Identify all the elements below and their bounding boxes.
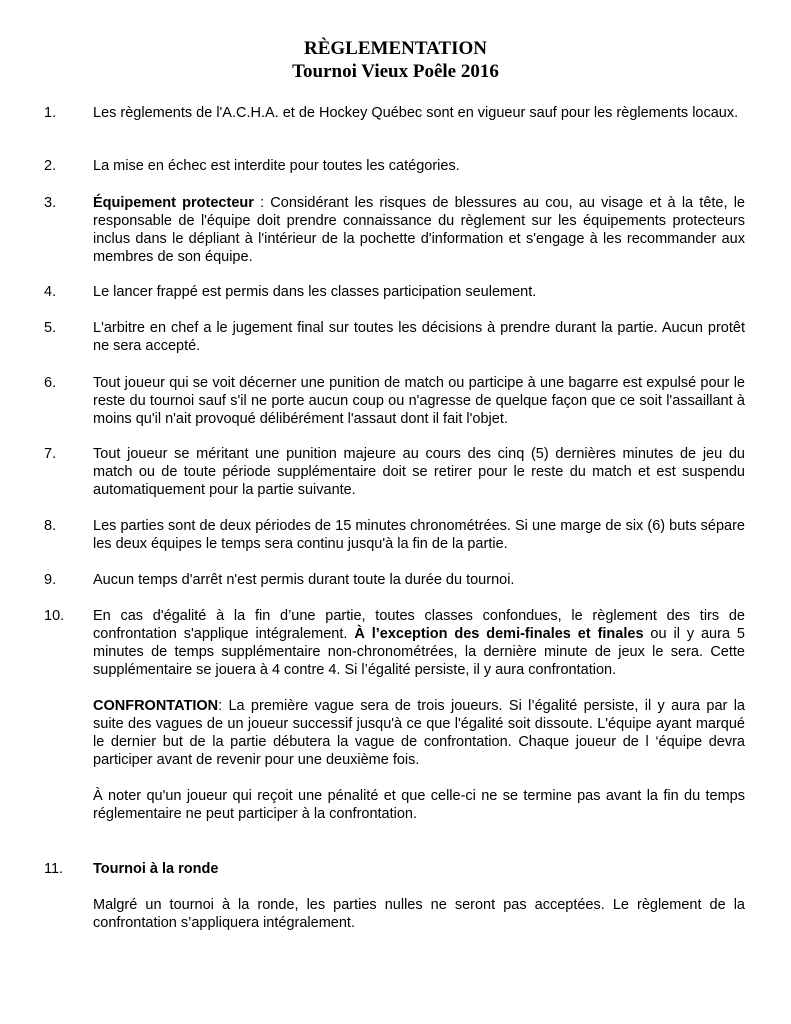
- document-subtitle: Tournoi Vieux Poêle 2016: [292, 61, 499, 82]
- document-title: RÈGLEMENTATION: [304, 38, 487, 59]
- rule-text: Le lancer frappé est permis dans les classes participation seulement.: [93, 284, 537, 300]
- rule-item-9: [44, 571, 745, 589]
- rule-item-11: [44, 860, 745, 932]
- rule-item-7: [44, 445, 745, 499]
- rule-number: 8.: [44, 518, 57, 534]
- rule-number: 11.: [44, 861, 64, 877]
- rule-item-3: [44, 194, 745, 266]
- rule-lead: Équipement protecteur: [93, 195, 254, 211]
- rule-number: 6.: [44, 375, 57, 391]
- confrontation-text: : La première vague sera de trois joueurs. Si l’égalité persiste, il y aura par la suite des vagues de un joueur successif jusqu'à ce que l'égalité soit dissoute. L'équipe ayant marqué le dernier but de la partie débutera la vague de confrontation. Chaque joueur de l ‘équipe devra participer avant de revenir pour une deuxième fois.: [93, 698, 745, 768]
- rule-number: 1.: [44, 105, 57, 121]
- rule-text: : Considérant les risques de blessures au cou, au visage et à la tête, le responsable de l'équipe doit prendre connaissance du règlement sur les équipements protecteurs inclus dans le dépliant à l'intérieur de la pochette d'information et s'engage à les recommander aux membres de son équipe.: [93, 195, 745, 265]
- rule-item-4: [44, 283, 745, 301]
- rule-bold-text: À l’exception des demi-finales et finales: [354, 626, 644, 642]
- rule-number: 5.: [44, 320, 57, 336]
- rule-item-5: [44, 319, 745, 355]
- rule-number: 3.: [44, 195, 57, 211]
- rule-item-1: [44, 104, 745, 122]
- rule-text: La mise en échec est interdite pour toutes les catégories.: [93, 158, 460, 174]
- rule-text: L'arbitre en chef a le jugement final sur toutes les décisions à prendre durant la partie. Aucun protêt ne sera accepté.: [93, 320, 745, 354]
- rule-text-continued: ou il y aura 5 minutes de temps supplémentaire non-chronométrées, la dernière minute de jeux le sera. Cette supplémentaire se jouera à 4 contre 4. Si l’égalité persiste, il y aura confrontation.: [93, 626, 745, 678]
- rule-item-10: [44, 607, 745, 823]
- rule-item-2: [44, 157, 745, 175]
- rule-item-6: [44, 374, 745, 428]
- rule-number: 4.: [44, 284, 57, 300]
- rule-text: Malgré un tournoi à la ronde, les parties nulles ne seront pas acceptées. Le règlement de la confrontation s’appliquera intégralement.: [93, 897, 745, 931]
- rule-text: Les règlements de l'A.C.H.A. et de Hockey Québec sont en vigueur sauf pour les règlements locaux.: [93, 105, 739, 121]
- confrontation-lead: CONFRONTATION: [93, 698, 219, 714]
- rule-text: En cas d'égalité à la fin d’une partie, toutes classes confondues, le règlement des tirs de confrontation s'applique intégralement.: [93, 608, 745, 642]
- rule-lead: Tournoi à la ronde: [93, 861, 219, 877]
- rule-number: 10.: [44, 608, 65, 624]
- rule-number: 2.: [44, 158, 57, 174]
- rule-text: Tout joueur se méritant une punition majeure au cours des cinq (5) dernières minutes de jeu du match ou de toute période supplémentaire doit se retirer pour le reste du match et est suspendu automatiquement pour la partie suivante.: [93, 446, 745, 498]
- rule-text: Tout joueur qui se voit décerner une punition de match ou participe à une bagarre est expulsé pour le reste du tournoi sauf s'il ne porte aucun coup ou n'agresse de quelque façon que ce soit l'assaillant à moins qu'il n'ait provoqué délibérément l'assaut dont il fait l'objet.: [93, 375, 745, 427]
- rule-text: Les parties sont de deux périodes de 15 minutes chronométrées. Si une marge de six (6) buts sépare les deux équipes le temps sera continu jusqu'à la fin de la partie.: [93, 518, 745, 552]
- rule-item-8: [44, 517, 745, 553]
- confrontation-note: À noter qu'un joueur qui reçoit une pénalité et que celle-ci ne se termine pas avant la fin du temps réglementaire ne peut participer à la confrontation.: [93, 788, 745, 822]
- rule-number: 7.: [44, 446, 57, 462]
- rule-number: 9.: [44, 572, 57, 588]
- rule-text: Aucun temps d'arrêt n'est permis durant toute la durée du tournoi.: [93, 572, 515, 588]
